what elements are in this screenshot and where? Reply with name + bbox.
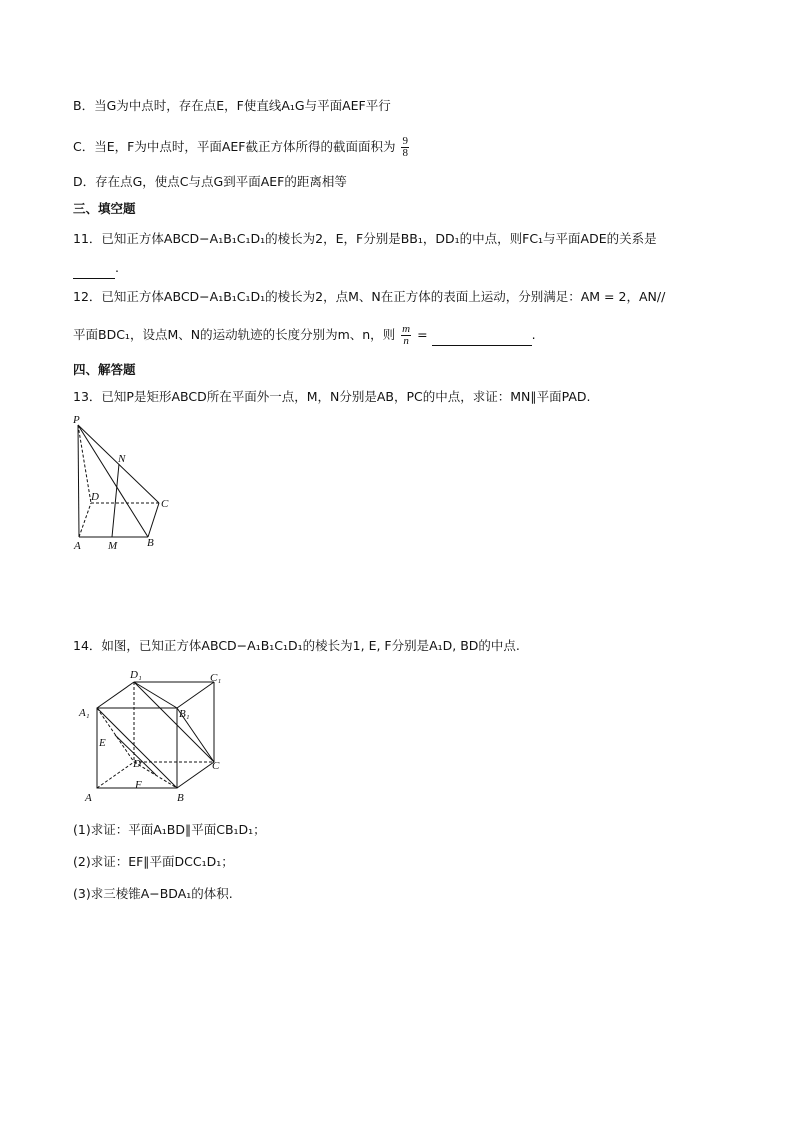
label-b1: B₁	[179, 708, 190, 720]
edge-bc	[177, 762, 214, 788]
label-b: B	[177, 792, 184, 804]
cube-figure	[75, 668, 235, 808]
segment-a1b	[97, 708, 177, 788]
edge-b1c1	[177, 682, 214, 708]
question-14	[73, 636, 520, 656]
fraction-denominator: n	[403, 335, 409, 347]
segment-d1c	[134, 682, 214, 762]
fraction-numerator: 9	[402, 135, 408, 147]
answer-blank-11[interactable]	[73, 258, 115, 279]
question-13-text: 13．已知P是矩形ABCD所在平面外一点，M，N分别是AB，PC的中点，求证：MN∥平面PAD.	[73, 389, 591, 404]
label-p: P	[73, 414, 80, 426]
question-12-text-line2: 平面BDC₁，设点M、N的运动轨迹的长度分别为m、n，则	[73, 327, 396, 342]
question-12-end: .	[531, 327, 536, 342]
segment-mn	[112, 464, 119, 537]
question-11-end: .	[115, 260, 119, 275]
edge-pd	[78, 425, 91, 503]
section-heading-answer: 四、解答题	[73, 362, 136, 377]
label-d1: D₁	[130, 669, 142, 681]
part-3-text: (3)求三棱锥A−BDA₁的体积.	[73, 886, 233, 901]
option-c-text: C．当E，F为中点时，平面AEF截正方体所得的截面面积为	[73, 139, 396, 154]
label-d: D	[91, 491, 99, 503]
question-11-text: 11．已知正方体ABCD−A₁B₁C₁D₁的棱长为2，E，F分别是BB₁，DD₁的中点，则FC₁与平面ADE的关系是	[73, 231, 657, 246]
label-c: C	[212, 760, 220, 772]
label-f: F	[135, 779, 142, 791]
label-b: B	[147, 537, 154, 549]
pyramid-figure	[65, 412, 185, 552]
question-12-fraction	[401, 324, 411, 347]
question-14-part-3	[73, 884, 233, 904]
label-d: D	[133, 758, 141, 770]
question-14-part-1	[73, 820, 266, 840]
option-c	[73, 136, 411, 159]
part-1-text: (1)求证：平面A₁BD∥平面CB₁D₁；	[73, 822, 266, 837]
edge-pb	[78, 425, 148, 537]
option-d	[73, 172, 347, 192]
question-11	[73, 229, 657, 249]
fraction-numerator: m	[402, 323, 411, 335]
label-a1: A₁	[79, 707, 90, 719]
option-b	[73, 96, 391, 116]
section-heading-fill-blank: 三、填空题	[73, 201, 136, 216]
edge-pa	[78, 425, 79, 537]
label-c1: C₁	[210, 672, 222, 684]
question-12-line1	[73, 287, 665, 307]
question-14-part-2	[73, 852, 234, 872]
option-c-fraction	[401, 136, 409, 159]
edge-bc	[148, 503, 159, 537]
option-b-text: B．当G为中点时，存在点E，F使直线A₁G与平面AEF平行	[73, 98, 391, 113]
fraction-denominator: 8	[402, 147, 408, 159]
label-a: A	[85, 792, 92, 804]
edge-ad	[97, 762, 134, 788]
question-14-text: 14．如图，已知正方体ABCD−A₁B₁C₁D₁的棱长为1, E, F分别是A₁D, BD的中点.	[73, 638, 520, 653]
equals-sign: =	[417, 327, 428, 342]
segment-a1d	[97, 708, 134, 762]
question-11-answer-line	[73, 258, 119, 279]
edge-a1d1	[97, 682, 134, 708]
label-a: A	[74, 540, 81, 552]
question-13	[73, 387, 591, 407]
label-c: C	[161, 498, 169, 510]
question-12-text-line1: 12．已知正方体ABCD−A₁B₁C₁D₁的棱长为2，点M、N在正方体的表面上运动，分别满足：AM = 2，AN//	[73, 289, 666, 304]
question-12-line2	[73, 324, 536, 347]
option-d-text: D．存在点G，使点C与点G到平面AEF的距离相等	[73, 174, 347, 189]
answer-blank-12[interactable]	[432, 325, 532, 346]
part-2-text: (2)求证：EF∥平面DCC₁D₁；	[73, 854, 234, 869]
edge-ad	[79, 503, 91, 537]
label-m: M	[108, 540, 118, 552]
label-n: N	[118, 453, 126, 465]
label-e: E	[99, 737, 106, 749]
